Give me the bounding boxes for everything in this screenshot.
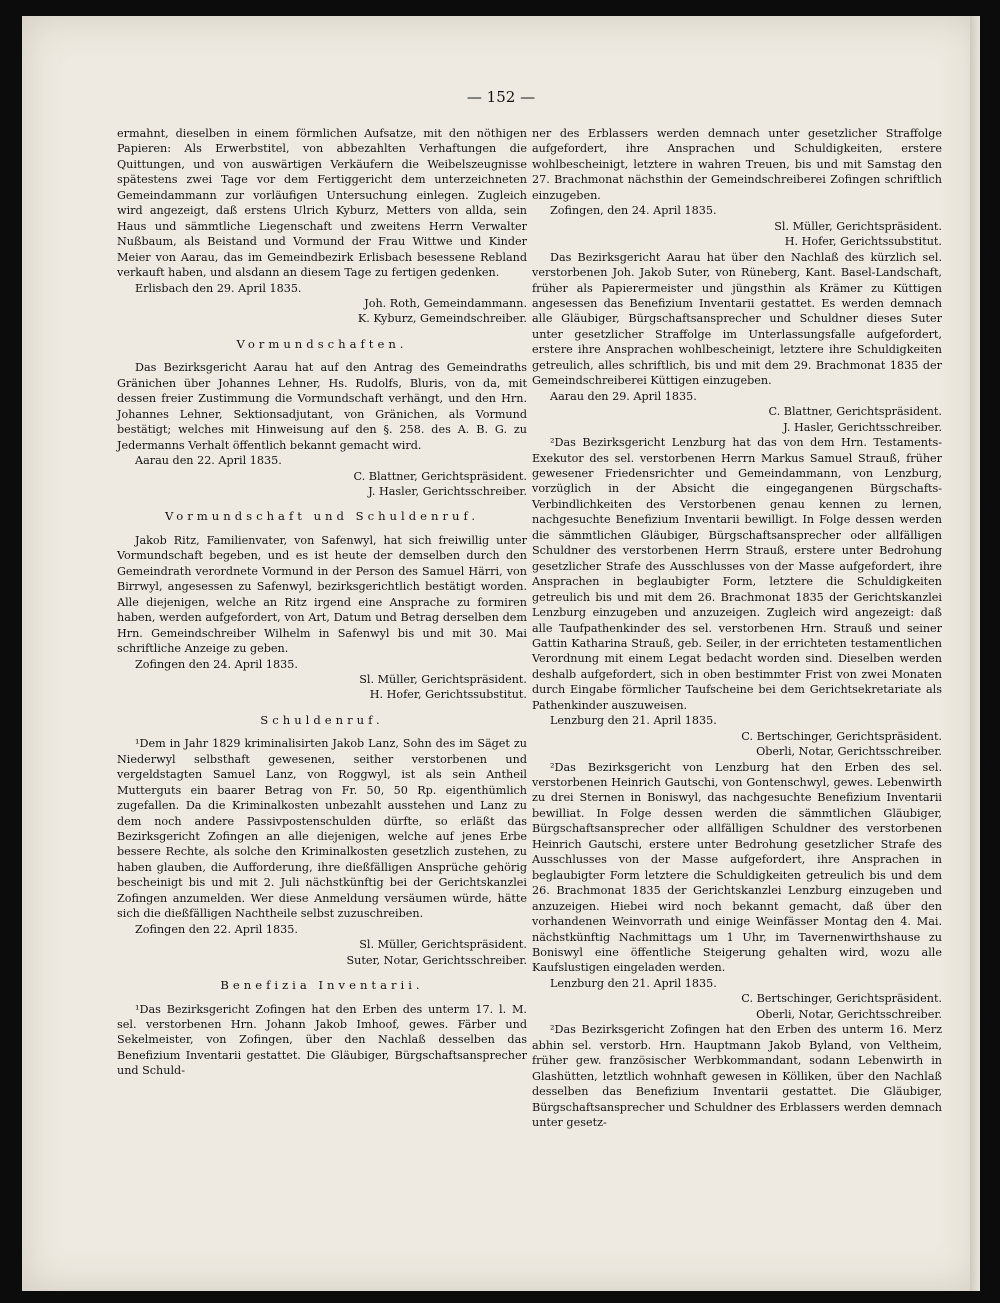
notice-paragraph: ¹Das Bezirksgericht Zofingen hat den Erben des unterm 17. l. M. sel. verstorbenen Hrn. Johann Jakob Imhoof, gewes. Färber und Sekelmeister, von Zofingen, über den Nachlaß desselben das Benefizium Inventarii gestattet. Die Gläubiger, Bürgschaftsansprecher und Schuld-: [117, 1002, 527, 1078]
signature: H. Hofer, Gerichtssubstitut.: [784, 235, 942, 249]
place-date: Aarau den 22. April 1835.: [135, 454, 282, 468]
notice-paragraph: ²Das Bezirksgericht von Lenzburg hat den Erben des sel. verstorbenen Heinrich Gautschi, von Gontenschwyl, gewes. Lebenwirth zu drei Sternen in Boniswyl, das nachgesuchte Benefizium Inventarii bewilliat. In Folge dessen werden die sämmtlichen Gläubiger, Bürgschaftsansprecher oder allfälligen Schuldner des verstorbenen Heinrich Gautschi, erstere unter Bedrohung gesetzlicher Strafe des Ausschlusses von der Masse aufgefordert, ihre Ansprachen in beglaubigter Form letztere die Schuldigkeiten getreulich bis und dem 26. Brachmonat 1835 der Gerichtskanzlei Lenzburg einzugeben und anzuzeigen. Hiebei wird noch bekannt gemacht, daß über den vorhandenen Weinvorrath und einige Weinfässer Montag den 4. Mai. nächstkünftig Nachmittags um 1 Uhr, im Tavernenwirthshause zu Boniswyl eine öffentliche Steigerung gehalten wird, wozu alle Kaufslustigen eingeladen werden.: [532, 760, 942, 975]
left-column: [117, 126, 527, 1079]
notice-paragraph: ¹Dem in Jahr 1829 kriminalisirten Jakob Lanz, Sohn des im Säget zu Niederwyl selbsthaft gewesenen, seither verstorbenen und vergeldstagten Samuel Lanz, von Roggwyl, ist als sein Antheil Mutterguts ein baarer Betrag von Fr. 50, 50 Rp. eigenthümlich zugefallen. Da die Kriminalkosten unbezahlt ausstehen und Lanz zu dem noch andere Passivpostenschulden dürfte, so erläßt das Bezirksgericht Zofingen an alle diejenigen, welche auf jenes Erbe bessere Rechte, als solche den Kriminalkosten gesetzlich zustehen, zu haben glauben, die Aufforderung, ihre dießfälligen Ansprüche gehörig bescheinigt bis und mit 2. Juli nächstkünftig bei der Gerichtskanzlei Zofingen anzumelden. Wer diese Anmeldung versäumen würde, hätte sich die dießfälligen Nachtheile selbst zuzuschreiben.: [117, 737, 527, 921]
right-column: [532, 126, 942, 1130]
place-date: Lenzburg den 21. April 1835.: [550, 714, 717, 728]
signature: Oberli, Notar, Gerichtsschreiber.: [756, 1007, 942, 1021]
place-date: Zofingen, den 24. April 1835.: [550, 204, 717, 218]
signature: Joh. Roth, Gemeindammann.: [364, 296, 527, 310]
place-date: Erlisbach den 29. April 1835.: [135, 281, 302, 295]
notice-paragraph: ²Das Bezirksgericht Lenzburg hat das von dem Hrn. Testaments-Exekutor des sel. verstorbenen Herrn Markus Samuel Strauß, früher gewesener Friedensrichter und Gemeindammann, von Lenzburg, vorzüglich in der Absicht die eingegangenen Bürgschafts-Verbindlichkeiten des Verstorbenen genau kennen zu lernen, nachgesuchte Benefizium Inventarii bewilligt. In Folge dessen werden die sämmtlichen Gläubiger, Bürgschaftsansprecher oder allfälligen Schuldner des verstorbenen Herrn Strauß, erstere unter Bedrohung gesetzlicher Strafe des Ausschlusses von der Masse aufgefordert, ihre Ansprachen in beglaubigter Form, letztere die Schuldigkeiten getreulich bis und mit dem 26. Brachmonat 1835 der Gerichtskanzlei Lenzburg einzugeben und anzuzeigen. Zugleich wird angezeigt: daß alle Taufpathenkinder des sel. verstorbenen Hrn. Strauß und seiner Gattin Katharina Strauß, geb. Seiler, in der errichteten testamentlichen Verordnung mit einem Legat bedacht worden sind. Dieselben werden deshalb aufgefordert, sich in oben bestimmter Frist von zwei Monaten durch Eingabe förmlicher Taufscheine bei dem Gerichtsekretariate als Pathenkinder auszuweisen.: [532, 436, 942, 712]
place-date: Lenzburg den 21. April 1835.: [550, 976, 717, 990]
signature: C. Blattner, Gerichtspräsident.: [768, 405, 942, 419]
newspaper-page: [22, 16, 980, 1291]
signature: Sl. Müller, Gerichtspräsident.: [359, 672, 527, 686]
notice-paragraph: Jakob Ritz, Familienvater, von Safenwyl, hat sich freiwillig unter Vormundschaft begeben, und es ist heute der demselben durch den Gemeindrath verordnete Vormund in der Person des Samuel Härri, von Birrwyl, angesessen zu Safenwyl, bezirksgerichtlich bestätigt worden. Alle diejenigen, welche an Ritz irgend eine Ansprache zu formiren haben, werden aufgefordert, von Art, Datum und Betrag derselben dem Hrn. Gemeindschreiber Wilhelm in Safenwyl bis und mit 30. Mai schriftliche Anzeige zu geben.: [117, 533, 527, 656]
notice-paragraph: Das Bezirksgericht Aarau hat über den Nachlaß des kürzlich sel. verstorbenen Joh. Jakob Suter, von Rüneberg, Kant. Basel-Landschaft, früher als Papierermeister und jüngsthin als Krämer zu Küttigen angesessen das Benefizium Inventarii gestattet. Es werden demnach alle Gläubiger, Bürgschaftsansprecher und Schuldner dieses Suter unter gesetzlicher Straffolge im Unterlassungsfalle aufgefordert, erstere ihre Ansprachen wohlbescheinigt, letztere ihre Schuldigkeiten getreulich, alles schriftlich, bis und mit dem 29. Brachmonat 1835 der Gemeindschreiberei Küttigen einzugeben.: [532, 250, 942, 388]
page-fold-shadow: [970, 16, 980, 1291]
signature: Oberli, Notar, Gerichtsschreiber.: [756, 745, 942, 759]
signature: C. Blattner, Gerichtspräsident.: [353, 469, 527, 483]
notice-paragraph: ner des Erblassers werden demnach unter gesetzlicher Straffolge aufgefordert, ihre Ansprachen und Schuldigkeiten, erstere wohlbescheinigt, letztere in wahren Treuen, bis und mit Samstag den 27. Brachmonat nächsthin der Gemeindschreiberei Zofingen schriftlich einzugeben.: [532, 127, 942, 202]
place-date: Aarau den 29. April 1835.: [550, 389, 697, 403]
signature: J. Hasler, Gerichtsschreiber.: [368, 484, 527, 498]
page-number: — 152 —: [466, 88, 536, 106]
signature: Suter, Notar, Gerichtsschreiber.: [346, 953, 527, 967]
signature: Sl. Müller, Gerichtspräsident.: [359, 938, 527, 952]
section-heading: Benefizia Inventarii.: [220, 978, 424, 993]
section-heading: Vormundschaften.: [236, 336, 408, 351]
place-date: Zofingen den 22. April 1835.: [135, 922, 298, 936]
notice-paragraph: ermahnt, dieselben in einem förmlichen Aufsatze, mit den nöthigen Papieren: Als Erwerbstitel, von abbezahlten Verhaftungen die Quittungen, und von auswärtigen Verkäufern die Weibelszeugnisse spätestens zwei Tage vor dem Fertiggericht dem unterzeichneten Gemeindammann zur vorläufigen Untersuchung einlegen. Zugleich wird angezeigt, daß erstens Ulrich Kyburz, Metters von allda, sein Haus und sämmtliche Liegenschaft und zweitens Herrn Verwalter Nußbaum, als Beistand und Vormund der Frau Wittwe und Kinder Meier von Aarau, das im Gemeindbezirk Erlisbach besessene Rebland verkauft haben, und alsdann an diesem Tage zu fertigen gedenken.: [117, 127, 527, 280]
section-heading: Vormundschaft und Schuldenruf.: [164, 509, 480, 524]
signature: K. Kyburz, Gemeindschreiber.: [357, 312, 527, 326]
signature: J. Hasler, Gerichtsschreiber.: [783, 420, 942, 434]
section-heading: Schuldenruf.: [260, 712, 384, 727]
signature: H. Hofer, Gerichtssubstitut.: [369, 688, 527, 702]
signature: Sl. Müller, Gerichtspräsident.: [774, 219, 942, 233]
signature: C. Bertschinger, Gerichtspräsident.: [741, 992, 942, 1006]
signature: C. Bertschinger, Gerichtspräsident.: [741, 729, 942, 743]
notice-paragraph: ²Das Bezirksgericht Zofingen hat den Erben des unterm 16. Merz abhin sel. verstorb. Hrn. Hauptmann Jakob Byland, von Veltheim, früher gew. französischer Werbkommandant, sodann Lebenwirth in Glashütten, letztlich wohnhaft gewesen in Kölliken, über den Nachlaß desselben das Benefizium Inventarii gestattet. Die Gläubiger, Bürgschaftsansprecher und Schuldner des Erblassers werden demnach unter gesetz-: [532, 1023, 942, 1129]
notice-paragraph: Das Bezirksgericht Aarau hat auf den Antrag des Gemeindraths Gränichen über Johannes Lehner, Hs. Rudolfs, Bluris, von da, mit dessen freier Zustimmung die Vormundschaft verhängt, und den Hrn. Johannes Lehner, Sektionsadjutant, von Gränichen, als Vormund bestätigt; welches mit Hinweisung auf den §. 258. des A. B. G. zu Jedermanns Verhalt öffentlich bekannt gemacht wird.: [117, 361, 527, 452]
place-date: Zofingen den 24. April 1835.: [135, 657, 298, 671]
